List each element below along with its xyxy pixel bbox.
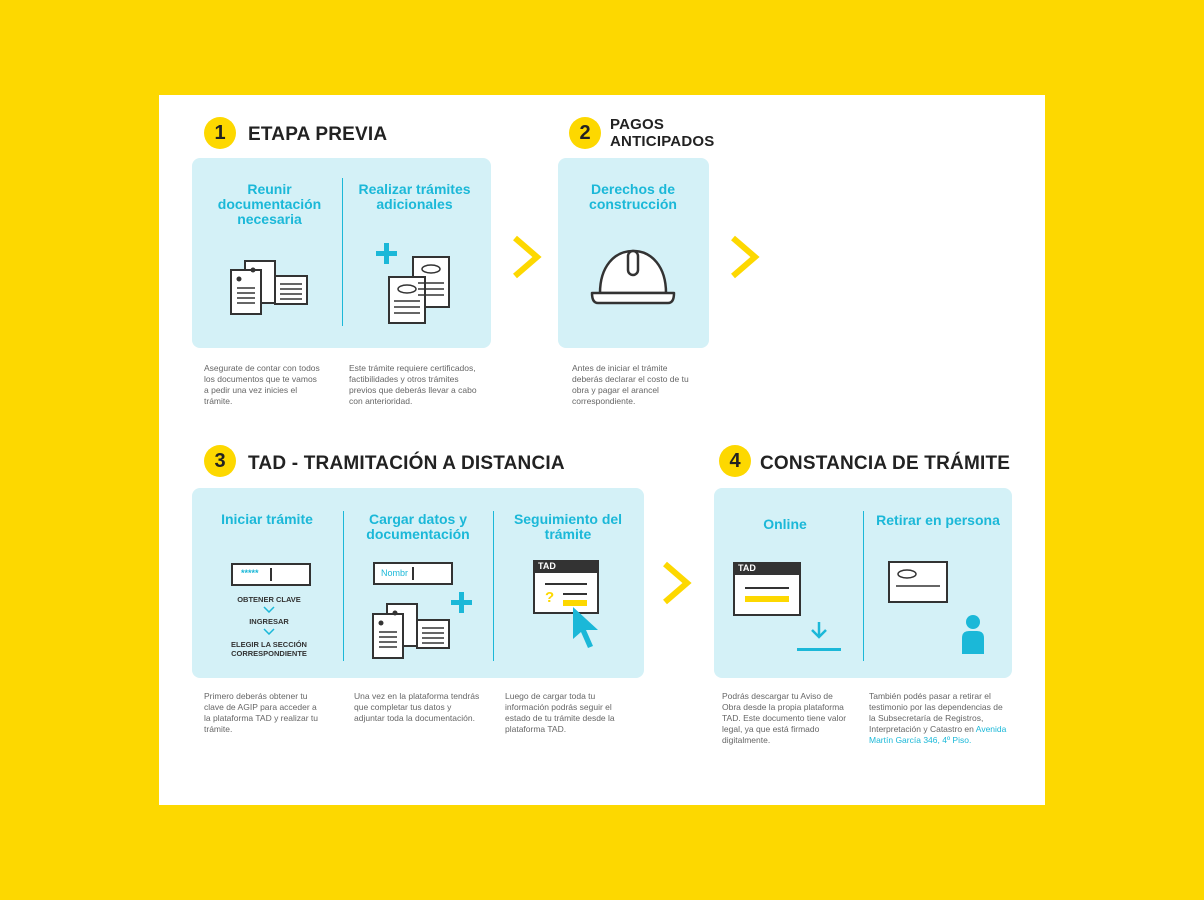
name-value: Nombr — [381, 568, 409, 578]
column-divider — [493, 511, 494, 661]
chevron-right-icon — [509, 234, 545, 280]
tad-window-label: TAD — [738, 563, 756, 573]
infographic-sheet — [159, 95, 1045, 805]
section-title-1: ETAPA PREVIA — [248, 124, 388, 145]
documents-icon — [229, 258, 311, 318]
description-realizar: Este trámite requiere certificados, factibilidades y otros trámites previos que deberás llevar a cabo con anterioridad. — [349, 363, 477, 406]
column-divider — [343, 511, 344, 661]
chevron-right-icon — [727, 234, 763, 280]
column-divider — [342, 178, 343, 326]
subtitle-online: Online — [763, 516, 807, 532]
chevron-down-icon — [263, 606, 275, 613]
subtitle-iniciar: Iniciar trámite — [221, 511, 313, 527]
step-number-2: 2 — [569, 117, 601, 149]
chevron-down-icon — [263, 628, 275, 635]
subtitle-retirar: Retirar en persona — [876, 512, 1000, 528]
subtitle-derechos: Derechos de construcción — [589, 181, 677, 212]
tad-window-label: TAD — [538, 561, 556, 571]
person-icon — [961, 614, 985, 656]
password-field — [231, 563, 311, 586]
password-value: ***** — [241, 568, 259, 578]
download-icon — [795, 620, 843, 654]
description-retirar — [869, 691, 1009, 746]
text-cursor — [412, 567, 414, 580]
section-title-2-line2: ANTICIPADOS — [610, 133, 715, 150]
section-title-3: TAD - TRAMITACIÓN A DISTANCIA — [248, 453, 565, 474]
subtitle-cargar: Cargar datos y documentación — [366, 511, 470, 542]
description-iniciar: Primero deberás obtener tu clave de AGIP para acceder a la plataforma TAD y realizar tu trámite. — [204, 691, 319, 734]
step-number-3: 3 — [204, 445, 236, 477]
id-card-icon — [888, 561, 950, 605]
description-online: Podrás descargar tu Aviso de Obra desde la propia plataforma TAD. Este documento tiene valor legal, ya que está firmado digitalmente. — [722, 691, 847, 745]
question-mark-icon: ? — [545, 589, 555, 606]
description-retirar-text: También podés pasar a retirar el testimonio por las dependencias de la Subsecretaría de Registros, Interpretación y Catastro en — [869, 691, 1003, 734]
mouse-pointer-icon — [571, 605, 603, 651]
section-title-4: CONSTANCIA DE TRÁMITE — [760, 453, 1011, 474]
step-obtener-clave: OBTENER CLAVE — [237, 595, 301, 604]
subtitle-seguimiento: Seguimiento del trámite — [513, 511, 623, 542]
description-seguimiento: Luego de cargar toda tu información podrás seguir el estado de tu trámite desde la plataforma TAD. — [505, 691, 615, 734]
chevron-right-icon — [659, 560, 695, 606]
subtitle-reunir: Reunir documentación necesaria — [217, 181, 322, 227]
description-derechos: Antes de iniciar el trámite deberás declarar el costo de tu obra y pagar el arancel correspondiente. — [572, 363, 689, 406]
text-cursor — [270, 568, 272, 581]
description-reunir: Asegurate de contar con todos los documentos que te vamos a pedir una vez inicies el trámite. — [204, 363, 320, 406]
section-title-2-line1: PAGOS — [610, 116, 665, 133]
subtitle-realizar: Realizar trámites adicionales — [358, 181, 471, 212]
column-divider — [863, 511, 864, 661]
step-number-1: 1 — [204, 117, 236, 149]
add-documents-icon — [371, 592, 491, 664]
description-cargar: Una vez en la plataforma tendrás que completar tus datos y adjuntar toda la documentación. — [354, 691, 480, 723]
add-documents-icon — [375, 243, 455, 325]
address-link[interactable]: Avenida Martín García 346, 4º Piso. — [869, 724, 1007, 745]
step-number-4: 4 — [719, 445, 751, 477]
step-ingresar: INGRESAR — [249, 617, 289, 626]
name-field — [373, 562, 453, 585]
hard-hat-icon — [590, 245, 676, 307]
step-elegir-seccion: ELEGIR LA SECCIÓN CORRESPONDIENTE — [231, 640, 307, 658]
